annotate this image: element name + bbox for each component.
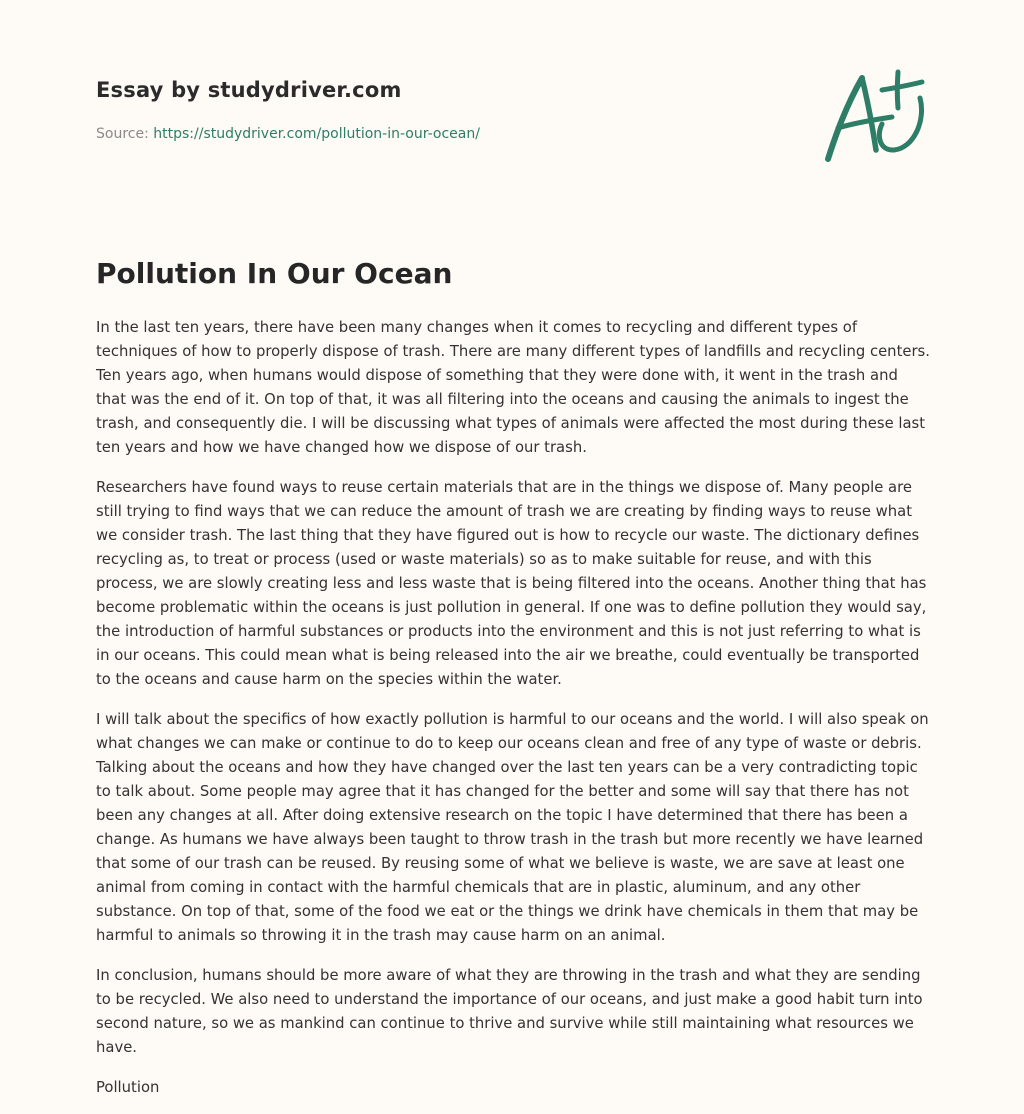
brand-title: Essay by studydriver.com xyxy=(96,78,402,102)
paragraph-4: In conclusion, humans should be more aware of what they are throwing in the trash and what they are sending to be recycled. We also need to understand the importance of our oceans, and just make a good habit turn into second nature, so we as mankind can continue to thrive and survive while still maintaining what resources we have. xyxy=(96,967,923,1056)
a-plus-logo-icon xyxy=(818,64,930,168)
source-line xyxy=(96,124,480,144)
paragraph-1: In the last ten years, there have been many changes when it comes to recycling and different types of techniques of how to properly dispose of trash. There are many different types of landfills and recycling centers. Ten years ago, when humans would dispose of something that they were done with, it went in the trash and that was the end of it. On top of that, it was all filtering into the oceans and causing the animals to ingest the trash, and consequently die. I will be discussing what types of animals were affected the most during these last ten years and how we have changed how we dispose of our trash. xyxy=(96,319,930,456)
paragraph-3: I will talk about the specifics of how exactly pollution is harmful to our oceans and the world. I will also speak on what changes we can make or continue to do to keep our oceans clean and free of any type of waste or debris. Talking about the oceans and how they have changed over the last ten years can be a very contradicting topic to talk about. Some people may agree that it has changed for the better and some will say that there has not been any changes at all. After doing extensive research on the topic I have determined that there has been a change. As humans we have always been taught to throw trash in the trash but more recently we have learned that some of our trash can be reused. By reusing some of what we believe is waste, we are save at least one animal from coming in contact with the harmful chemicals that are in plastic, aluminum, and any other substance. On top of that, some of the food we eat or the things we drink have chemicals in them that may be harmful to animals so throwing it in the trash may cause harm on an animal. xyxy=(96,711,929,944)
essay-tag[interactable]: Pollution xyxy=(96,1079,160,1096)
source-link[interactable]: https://studydriver.com/pollution-in-our-ocean/ xyxy=(153,126,480,142)
essay-body xyxy=(96,316,932,1100)
essay-title: Pollution In Our Ocean xyxy=(96,257,453,290)
paragraph-2: Researchers have found ways to reuse certain materials that are in the things we dispose of. Many people are still trying to find ways that we can reduce the amount of trash we are creating by finding ways to reuse what we consider trash. The last thing that they have figured out is how to recycle our waste. The dictionary defines recycling as, to treat or process (used or waste materials) so as to make suitable for reuse, and with this process, we are slowly creating less and less waste that is being filtered into the oceans. Another thing that has become problematic within the oceans is just pollution in general. If one was to define pollution they would say, the introduction of harmful substances or products into the environment and this is not just referring to what is in our oceans. This could mean what is being released into the air we breathe, could eventually be transported to the oceans and cause harm on the species within the water. xyxy=(96,479,927,688)
source-label: Source: xyxy=(96,126,154,142)
